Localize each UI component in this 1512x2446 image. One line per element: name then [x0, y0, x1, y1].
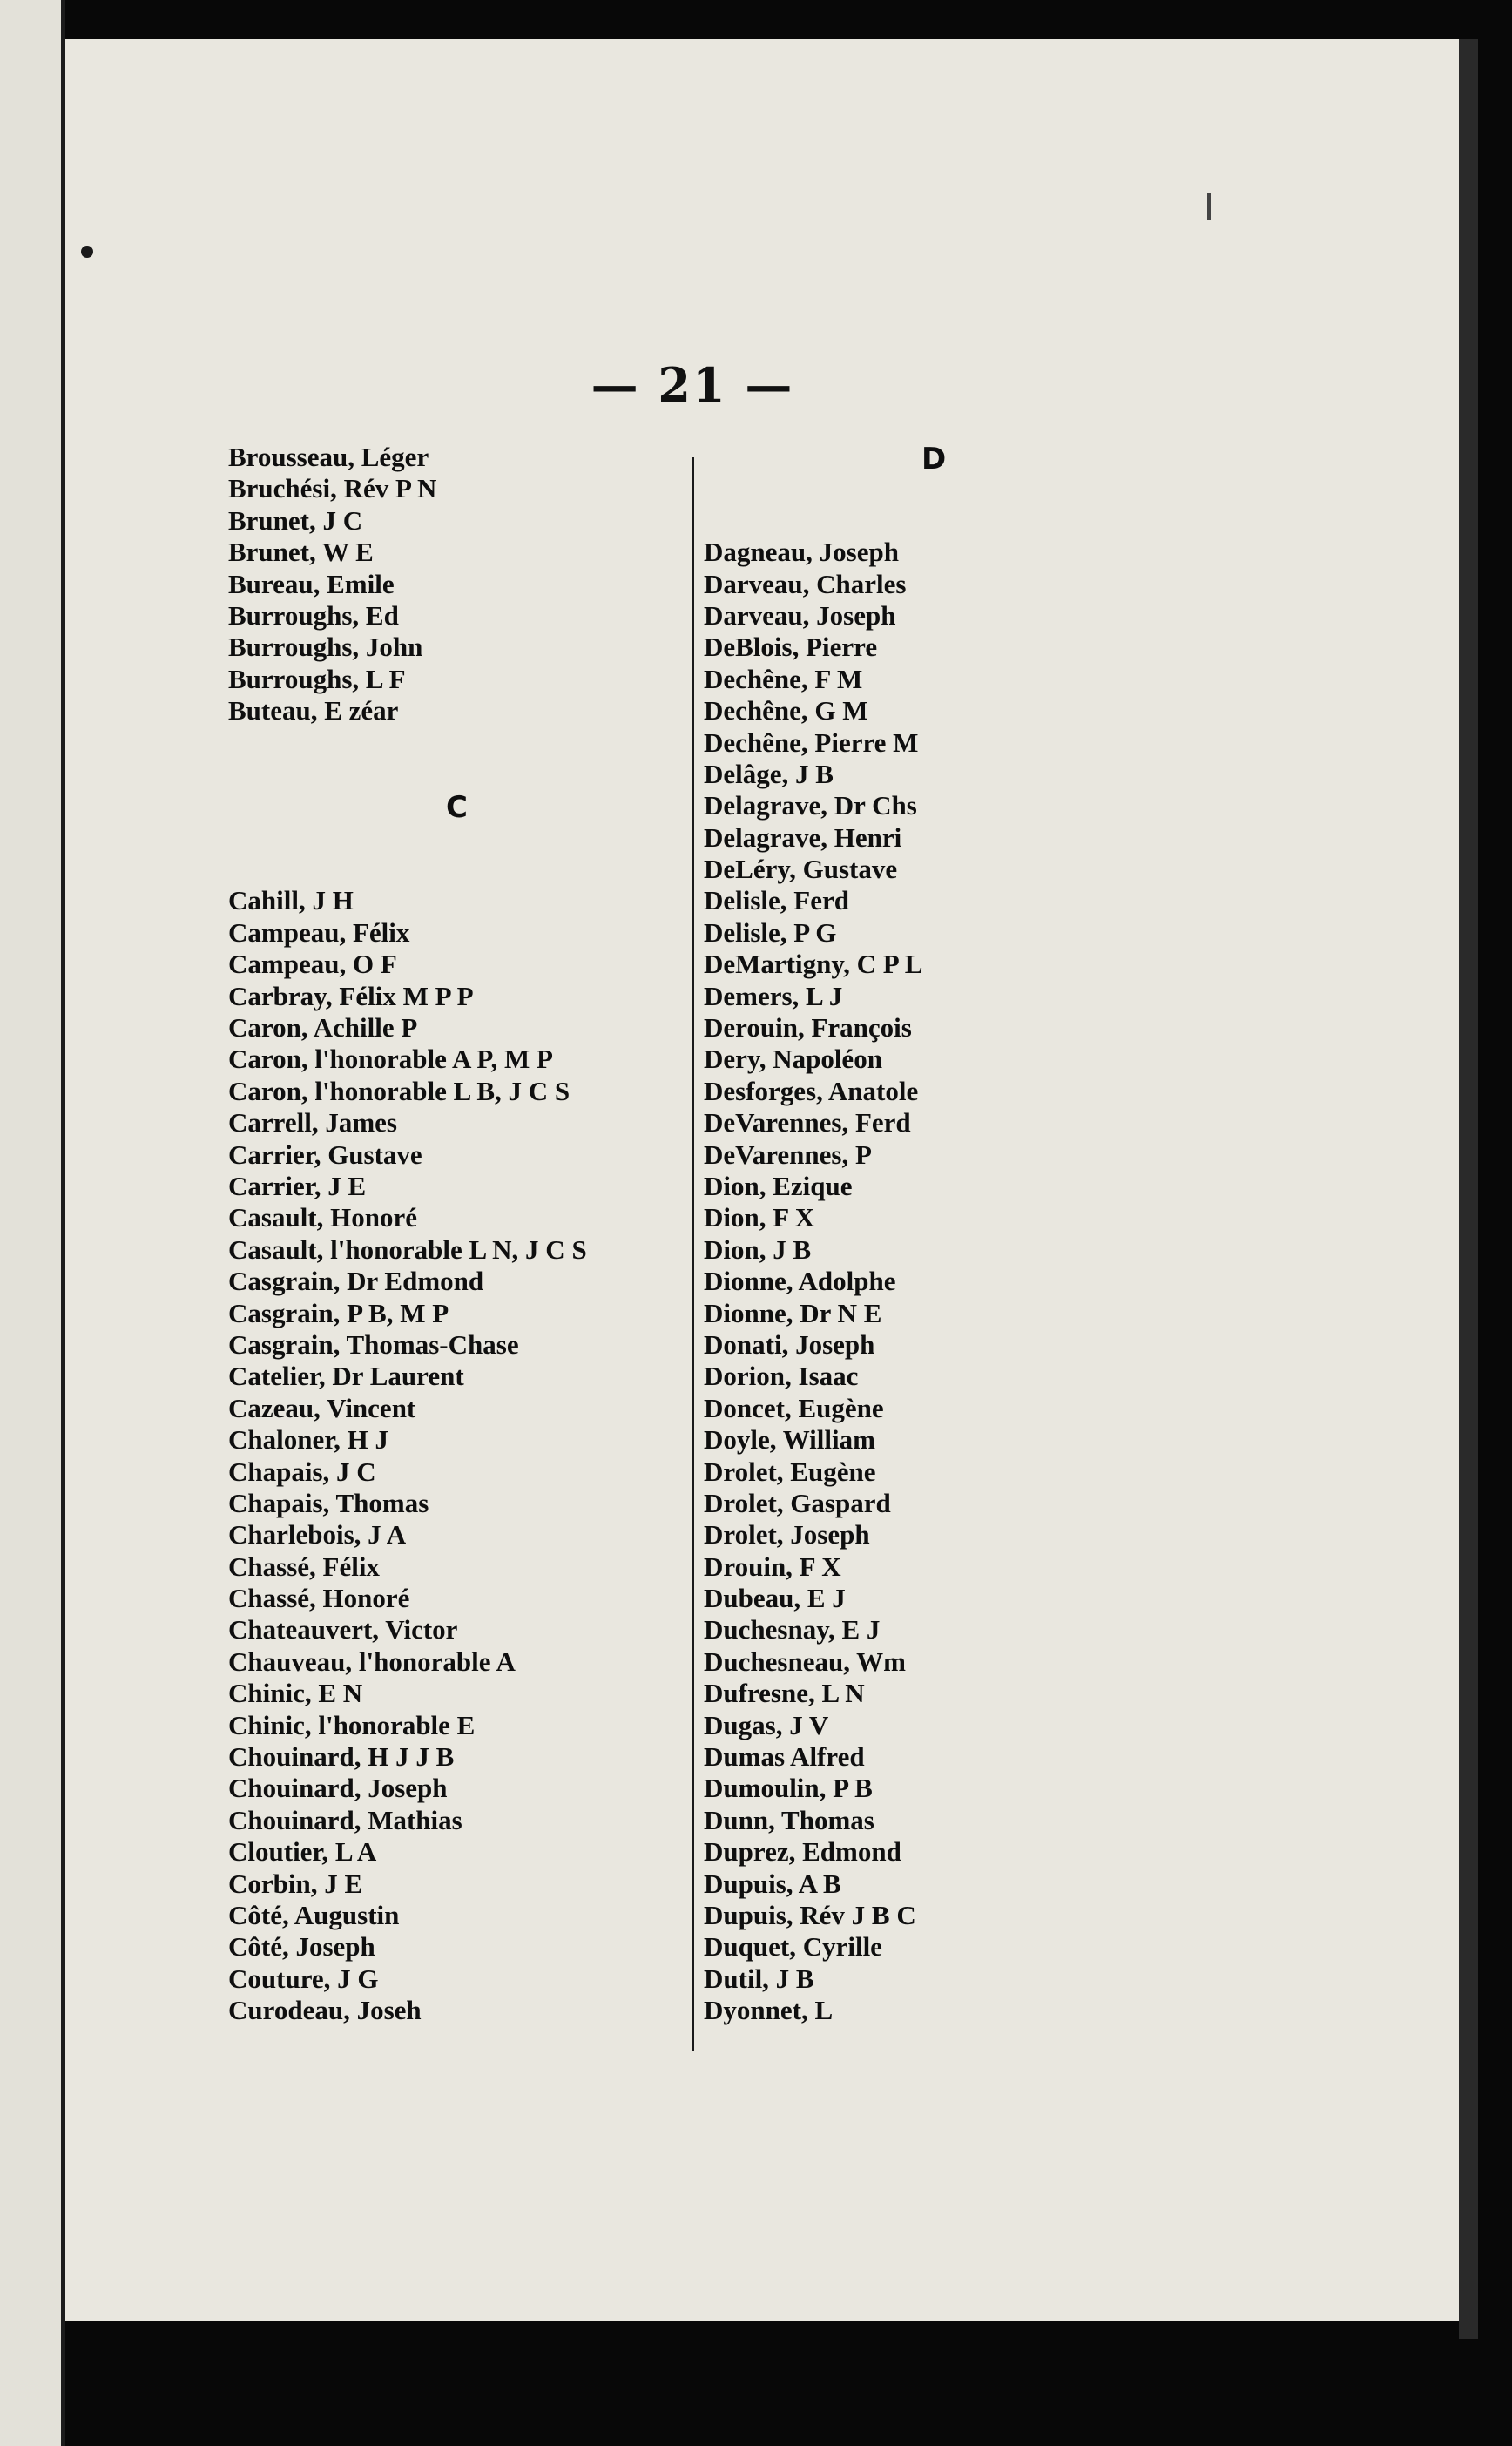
- name-entry: Casgrain, Thomas-Chase: [228, 1328, 519, 1360]
- name-entry: Dugas, J V: [704, 1709, 829, 1740]
- name-entry: Caron, l'honorable L B, J C S: [228, 1075, 570, 1106]
- name-entry: Burroughs, John: [228, 632, 423, 663]
- name-entry: Burroughs, L F: [228, 663, 406, 694]
- name-entry: Casgrain, P B, M P: [228, 1297, 449, 1328]
- name-entry: Chinic, E N: [228, 1678, 363, 1709]
- left-name-column: [228, 442, 587, 2027]
- name-entry: Chaloner, H J: [228, 1424, 389, 1456]
- name-entry: Drolet, Eugène: [704, 1456, 876, 1487]
- name-entry: Charlebois, J A: [228, 1519, 407, 1551]
- name-entry: Brousseau, Léger: [228, 442, 429, 472]
- name-entry: Drolet, Joseph: [704, 1519, 870, 1551]
- name-entry: Catelier, Dr Laurent: [228, 1361, 464, 1392]
- name-entry: Dionne, Adolphe: [704, 1266, 896, 1297]
- name-entry: Dorion, Isaac: [704, 1361, 859, 1392]
- name-entry: Cahill, J H: [228, 885, 354, 916]
- name-entry: Demers, L J: [704, 980, 843, 1011]
- name-entry: Brunet, J C: [228, 504, 363, 536]
- column-divider: [692, 457, 694, 2051]
- name-entry: Delisle, Ferd: [704, 885, 850, 916]
- name-entry: Duchesnay, E J: [704, 1614, 881, 1645]
- name-entry: Brunet, W E: [228, 537, 374, 568]
- blank-line: [228, 854, 587, 885]
- name-entry: Carrell, James: [228, 1107, 397, 1139]
- name-entry: Chapais, J C: [228, 1456, 376, 1487]
- section-heading: D: [921, 442, 947, 476]
- name-entry: Dufresne, L N: [704, 1678, 865, 1709]
- blank-line: [228, 759, 587, 790]
- name-entry: Caron, Achille P: [228, 1012, 418, 1044]
- name-entry: Doncet, Eugène: [704, 1392, 884, 1423]
- name-entry: Caron, l'honorable A P, M P: [228, 1044, 553, 1075]
- name-entry: Chouinard, Mathias: [228, 1804, 462, 1835]
- name-entry: Dechêne, G M: [704, 695, 868, 726]
- name-entry: Desforges, Anatole: [704, 1075, 919, 1106]
- name-entry: Carrier, Gustave: [228, 1139, 422, 1170]
- name-entry: Dumoulin, P B: [704, 1773, 873, 1804]
- name-entry: Chouinard, H J J B: [228, 1741, 455, 1773]
- name-entry: Casgrain, Dr Edmond: [228, 1266, 484, 1297]
- blank-line: [228, 727, 587, 759]
- name-entry: Chateauvert, Victor: [228, 1614, 458, 1645]
- name-entry: Drolet, Gaspard: [704, 1487, 891, 1518]
- name-entry: Dery, Napoléon: [704, 1044, 882, 1075]
- name-entry: Chassé, Félix: [228, 1551, 380, 1582]
- name-entry: Dyonnet, L: [704, 1995, 834, 2026]
- margin-mark: [1207, 193, 1211, 220]
- name-entry: Delâge, J B: [704, 758, 834, 789]
- name-entry: Donati, Joseph: [704, 1328, 875, 1360]
- name-entry: DeVarennes, P: [704, 1139, 872, 1170]
- name-entry: Duchesneau, Wm: [704, 1645, 906, 1677]
- adjacent-page-edge: [0, 0, 65, 2446]
- name-entry: Dutil, J B: [704, 1963, 814, 1994]
- name-entry: Carrier, J E: [228, 1170, 367, 1201]
- name-entry: Dagneau, Joseph: [704, 537, 899, 568]
- name-entry: Drouin, F X: [704, 1551, 841, 1582]
- name-entry: Curodeau, Joseh: [228, 1995, 422, 2026]
- name-entry: DeMartigny, C P L: [704, 949, 923, 980]
- name-entry: Côté, Augustin: [228, 1899, 400, 1930]
- name-entry: Dionne, Dr N E: [704, 1297, 882, 1328]
- name-entry: Dion, F X: [704, 1202, 815, 1233]
- name-entry: Carbray, Félix M P P: [228, 980, 474, 1011]
- name-entry: Cazeau, Vincent: [228, 1392, 416, 1423]
- name-entry: Duprez, Edmond: [704, 1836, 901, 1868]
- name-entry: Bruchési, Rév P N: [228, 473, 437, 504]
- name-entry: Derouin, François: [704, 1012, 912, 1044]
- name-entry: Casault, Honoré: [228, 1202, 417, 1233]
- name-entry: Chinic, l'honorable E: [228, 1709, 476, 1740]
- name-entry: Bureau, Emile: [228, 568, 395, 599]
- blank-line: [228, 822, 587, 854]
- name-entry: Dion, Ezique: [704, 1170, 853, 1201]
- name-entry: Darveau, Joseph: [704, 599, 896, 631]
- name-entry: Delagrave, Henri: [704, 821, 902, 853]
- right-name-column: [704, 442, 946, 2027]
- name-entry: Burroughs, Ed: [228, 599, 399, 631]
- name-entry: DeBlois, Pierre: [704, 632, 878, 663]
- name-entry: Buteau, E zéar: [228, 695, 399, 726]
- name-entry: Dechêne, F M: [704, 663, 863, 694]
- name-entry: Casault, l'honorable L N, J C S: [228, 1233, 587, 1265]
- section-heading: C: [446, 790, 468, 826]
- page-number: — 21 —: [591, 357, 794, 413]
- blank-line: [704, 473, 946, 504]
- name-entry: Côté, Joseph: [228, 1931, 375, 1963]
- blank-line: [704, 505, 946, 537]
- name-entry: Duquet, Cyrille: [704, 1931, 882, 1963]
- name-entry: Chapais, Thomas: [228, 1487, 429, 1518]
- name-entry: Campeau, O F: [228, 949, 397, 980]
- name-entry: Cloutier, L A: [228, 1836, 377, 1868]
- name-entry: Campeau, Félix: [228, 916, 410, 948]
- page-shadow-edge: [1459, 39, 1478, 2339]
- name-entry: Chauveau, l'honorable A: [228, 1645, 516, 1677]
- name-entry: Dubeau, E J: [704, 1583, 846, 1614]
- name-entry: Dunn, Thomas: [704, 1804, 874, 1835]
- name-entry: DeVarennes, Ferd: [704, 1107, 911, 1139]
- name-entry: Corbin, J E: [228, 1868, 363, 1899]
- name-entry: Doyle, William: [704, 1424, 875, 1456]
- name-entry: Dechêne, Pierre M: [704, 726, 919, 758]
- name-entry: Chouinard, Joseph: [228, 1773, 448, 1804]
- name-entry: Dupuis, A B: [704, 1868, 841, 1899]
- name-entry: Chassé, Honoré: [228, 1583, 410, 1614]
- name-entry: Dumas Alfred: [704, 1741, 865, 1773]
- name-entry: Delagrave, Dr Chs: [704, 790, 917, 821]
- name-entry: Dupuis, Rév J B C: [704, 1899, 916, 1930]
- ink-spot: [81, 246, 93, 258]
- name-entry: Couture, J G: [228, 1963, 379, 1994]
- name-entry: DeLéry, Gustave: [704, 854, 898, 885]
- name-entry: Darveau, Charles: [704, 568, 907, 599]
- name-entry: Delisle, P G: [704, 916, 837, 948]
- name-entry: Dion, J B: [704, 1233, 812, 1265]
